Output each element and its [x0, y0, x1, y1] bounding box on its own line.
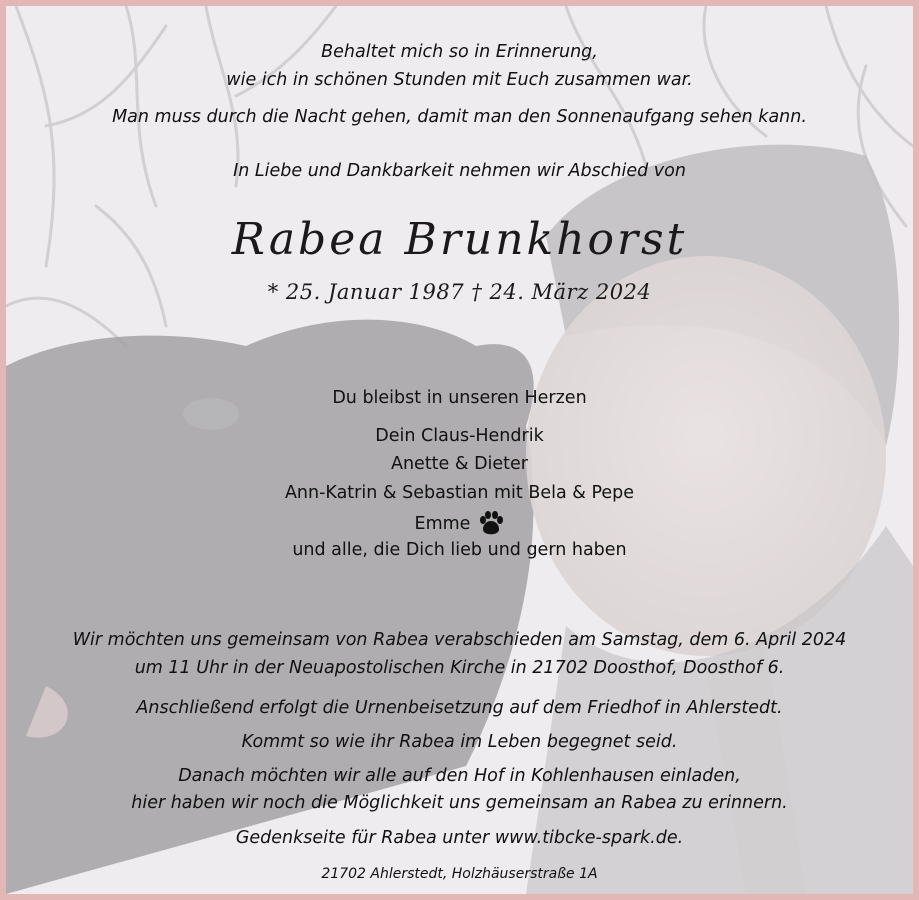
verse-line-1: Behaltet mich so in Erinnerung, — [321, 42, 598, 62]
mourner-name: Emme — [414, 514, 471, 534]
service-line: um 11 Uhr in der Neuapostolischen Kirche in 21702 Doosthof, Doosthof 6. — [134, 658, 785, 678]
service-line: Wir möchten uns gemeinsam von Rabea verabschieden am Samstag, dem 6. April 2024 — [72, 630, 847, 650]
mourner-line-emme — [6, 511, 913, 535]
verse-quote: Man muss durch die Nacht gehen, damit man den Sonnenaufgang sehen kann. — [112, 107, 807, 127]
mourner-line: Anette & Dieter — [390, 454, 529, 474]
sender-address: 21702 Ahlerstedt, Holzhäuserstraße 1A — [321, 866, 598, 882]
service-line: hier haben wir noch die Möglichkeit uns gemeinsam an Rabea zu erinnern. — [131, 793, 788, 813]
service-line: Danach möchten wir alle auf den Hof in Kohlenhausen einladen, — [178, 766, 741, 786]
memorial-site-line: Gedenkseite für Rabea unter www.tibcke-spark.de. — [235, 828, 684, 848]
mourners-heading: Du bleibst in unseren Herzen — [332, 388, 587, 408]
paw-print-icon — [478, 511, 504, 535]
service-line: Kommt so wie ihr Rabea im Leben begegnet seid. — [241, 732, 678, 752]
verse-line-2: wie ich in schönen Stunden mit Euch zusammen war. — [226, 70, 693, 90]
photo-fade-overlay — [6, 6, 913, 894]
mourner-line: und alle, die Dich lieb und gern haben — [292, 540, 627, 560]
service-line: Anschließend erfolgt die Urnenbeisetzung auf dem Friedhof in Ahlerstedt. — [136, 698, 783, 718]
mourner-line: Dein Claus-Hendrik — [375, 426, 544, 446]
deceased-name: Rabea Brunkhorst — [231, 214, 688, 265]
life-dates: * 25. Januar 1987 † 24. März 2024 — [267, 280, 652, 304]
farewell-intro: In Liebe und Dankbarkeit nehmen wir Abschied von — [233, 161, 686, 181]
mourner-line: Ann-Katrin & Sebastian mit Bela & Pepe — [284, 483, 635, 503]
